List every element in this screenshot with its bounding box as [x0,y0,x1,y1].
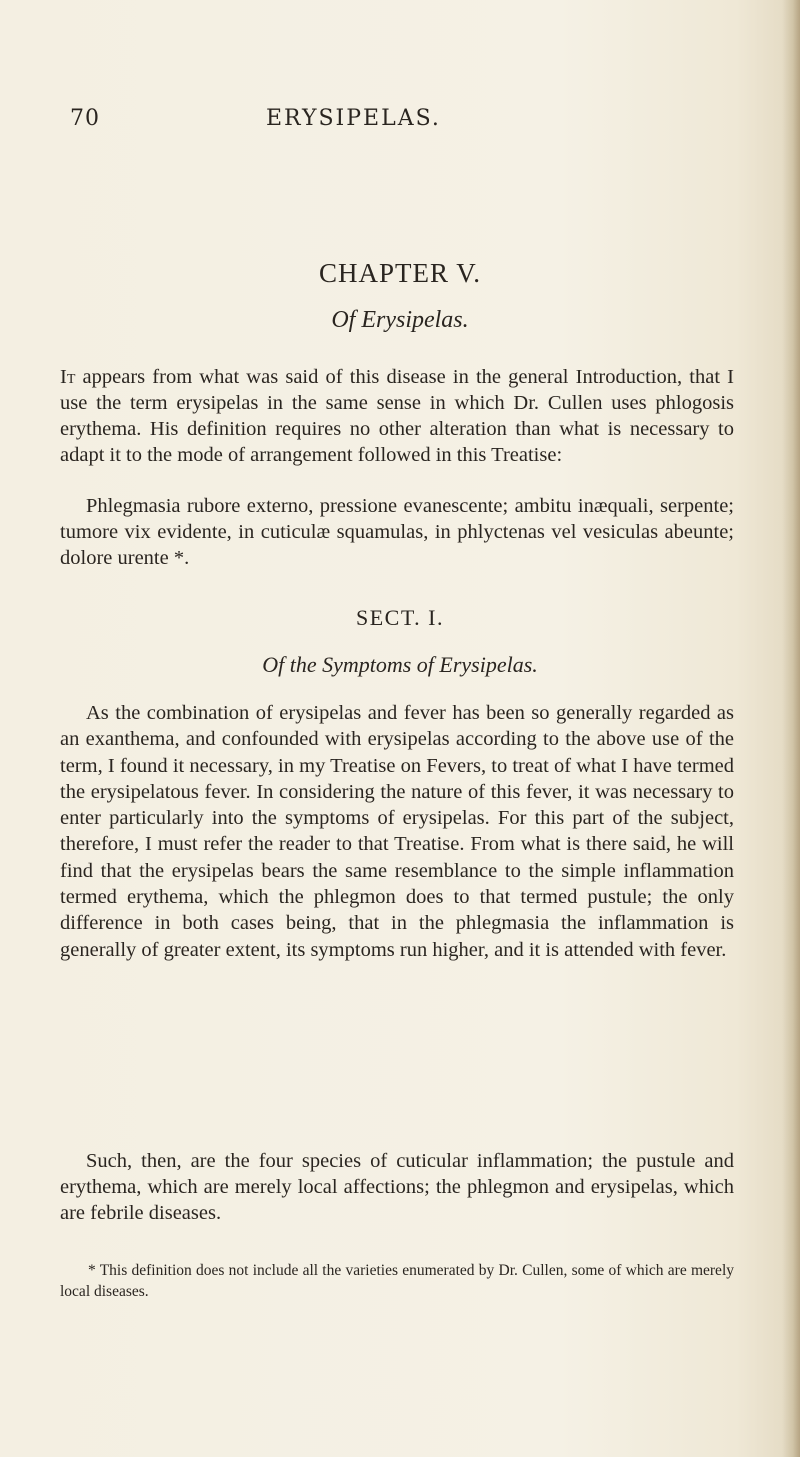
footnote: * This definition does not include all the varieties enumerated by Dr. Cullen, some of which are merely local diseases. [60,1262,734,1300]
running-head [70,106,650,136]
intro-lead-word: It [60,366,76,388]
species-paragraph: Such, then, are the four species of cuticular inflammation; the pustule and erythema, which are merely local affections; the phlegmon and erysipelas, which are febrile diseases. [60,1150,734,1224]
chapter-heading: CHAPTER V. [318,258,482,288]
definition-paragraph: Phlegmasia rubore externo, pressione evanescente; ambitu inæquali, serpente; tumore vix evidente, in cuticulæ squamulas, in phlyctenas vel vesiculas abeunte; dolore urente *. [60,495,734,569]
page-number: 70 [70,106,100,131]
running-title: ERYSIPELAS. [266,106,441,131]
section-heading: SECT. I. [356,605,444,630]
intro-paragraph-text: appears from what was said of this disease in the general Introduction, that I use the term erysipelas in the same sense in which Dr. Cullen uses phlogosis erythema. His definition requires no other alteration than what is necessary to adapt it to the mode of arrangement followed in this Treatise: [60,366,734,466]
chapter-subtitle: Of Erysipelas. [331,307,469,333]
page-edge-shadow [782,0,800,1457]
intro-paragraph [60,364,734,468]
symptoms-paragraph: As the combination of erysipelas and fever has been so generally regarded as an exanthema, and confounded with erysipelas according to the above use of the term, I found it necessary, in my Treatise on Fevers, to treat of what I have termed the erysipelatous fever. In considering the nature of this fever, it was necessary to enter particularly into the symptoms of erysipelas. For this part of the subject, therefore, I must refer the reader to that Treatise. From what is there said, he will find that the erysipelas bears the same resemblance to the simple inflammation termed erythema, which the phlegmon does to that termed pustule; the only difference in both cases being, that in the phlegmasia the inflammation is generally of greater extent, its symptoms run higher, and it is attended with fever. [60,702,734,961]
section-subtitle: Of the Symptoms of Erysipelas. [262,652,538,677]
